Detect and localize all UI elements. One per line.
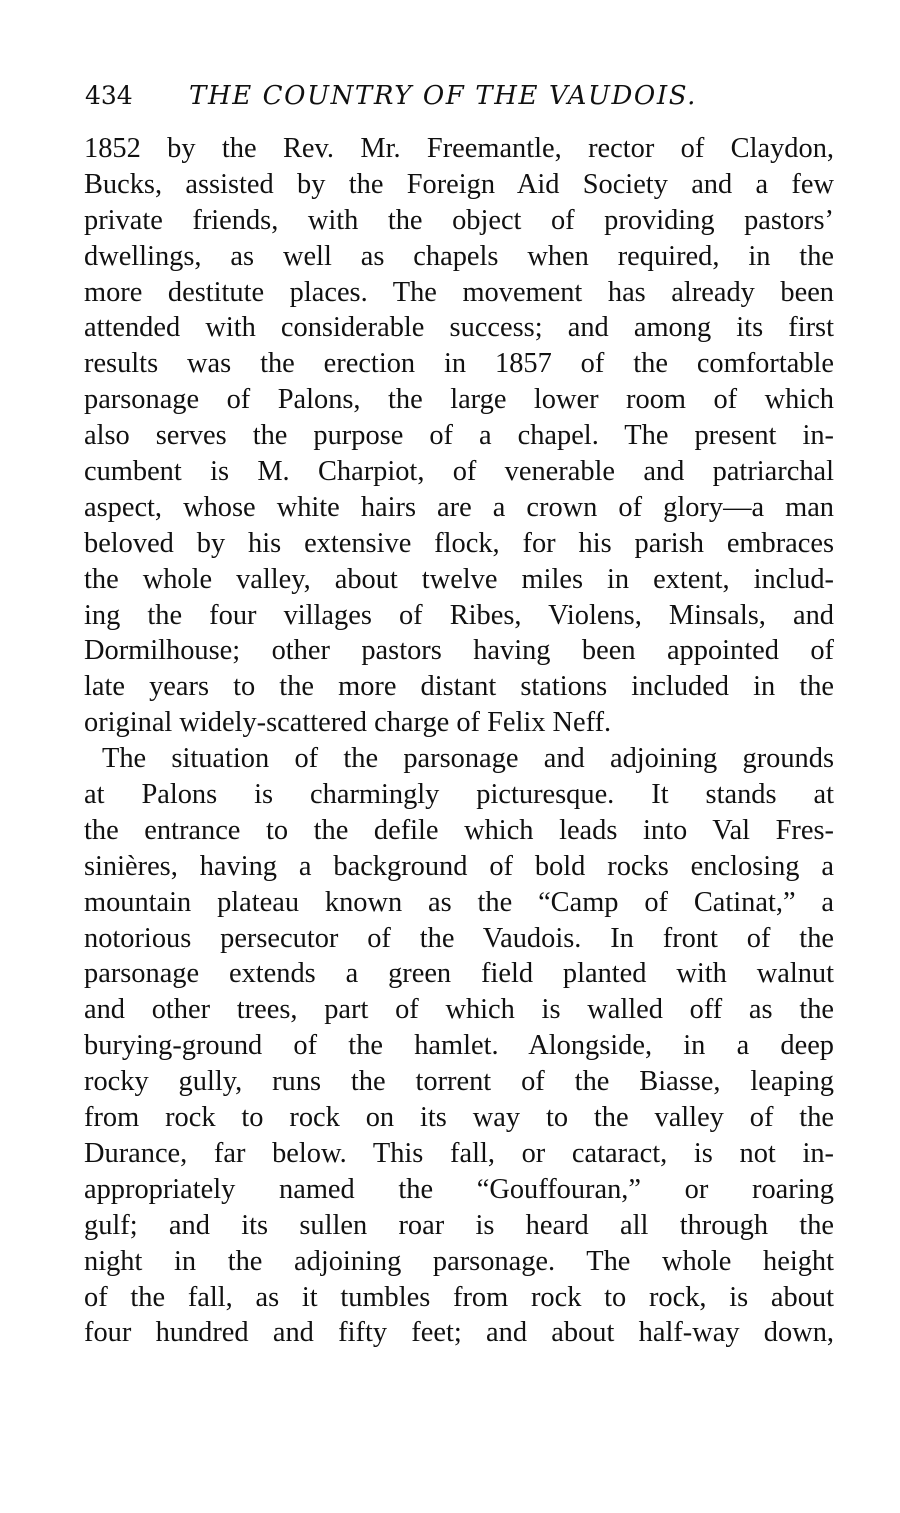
text-line: of the fall, as it tumbles from rock to rock, is about — [84, 1281, 834, 1313]
text-line: ing the four villages of Ribes, Violens, Minsals, and — [84, 599, 834, 631]
text-line: night in the adjoining parsonage. The whole height — [84, 1245, 834, 1277]
running-head — [85, 76, 845, 116]
text-line: appropriately named the “Gouffouran,” or roaring — [84, 1173, 834, 1205]
text-line: more destitute places. The movement has already been — [84, 276, 834, 308]
text-line: at Palons is charmingly picturesque. It stands at — [84, 779, 834, 811]
text-line: aspect, whose white hairs are a crown of glory—a man — [84, 491, 834, 523]
text-line: the entrance to the defile which leads into Val Fres- — [84, 814, 834, 846]
text-line: parsonage of Palons, the large lower room of which — [84, 384, 834, 416]
text-line: four hundred and fifty feet; and about half-way down, — [84, 1317, 834, 1349]
text-line: beloved by his extensive flock, for his parish embraces — [84, 527, 834, 559]
text-line: The situation of the parsonage and adjoining grounds — [102, 743, 834, 775]
text-line: dwellings, as well as chapels when required, in the — [84, 240, 834, 272]
text-line: late years to the more distant stations included in the — [84, 671, 834, 703]
text-line: Bucks, assisted by the Foreign Aid Society and a few — [84, 168, 834, 200]
text-line: cumbent is M. Charpiot, of venerable and patriarchal — [84, 456, 834, 488]
text-line: notorious persecutor of the Vaudois. In front of the — [84, 922, 834, 954]
text-line: rocky gully, runs the torrent of the Biasse, leaping — [84, 1066, 834, 1098]
text-line: burying-ground of the hamlet. Alongside, in a deep — [84, 1030, 834, 1062]
text-line: original widely-scattered charge of Felix Neff. — [84, 707, 612, 739]
text-line: Dormilhouse; other pastors having been appointed of — [84, 635, 834, 667]
text-line: results was the erection in 1857 of the comfortable — [84, 348, 834, 380]
text-line: sinières, having a background of bold rocks enclosing a — [84, 850, 834, 882]
body-text — [84, 131, 834, 1351]
text-line: gulf; and its sullen roar is heard all through the — [84, 1209, 834, 1241]
text-line: attended with considerable success; and among its first — [84, 312, 834, 344]
page-number: 434 — [85, 81, 133, 110]
text-line: private friends, with the object of providing pastors’ — [84, 204, 834, 236]
text-line: 1852 by the Rev. Mr. Freemantle, rector of Claydon, — [84, 133, 834, 164]
text-line: Durance, far below. This fall, or cataract, is not in- — [84, 1137, 834, 1169]
text-line: mountain plateau known as the “Camp of Catinat,” a — [84, 886, 834, 918]
running-title: THE COUNTRY OF THE VAUDOIS. — [189, 81, 698, 111]
paragraph-2 — [84, 741, 834, 1351]
paragraph-1 — [84, 131, 834, 741]
text-line: and other trees, part of which is walled off as the — [84, 994, 834, 1026]
text-line: also serves the purpose of a chapel. The present in- — [84, 420, 834, 452]
text-line: parsonage extends a green field planted with walnut — [84, 958, 834, 990]
text-line: the whole valley, about twelve miles in extent, includ- — [84, 563, 834, 595]
text-line: from rock to rock on its way to the valley of the — [84, 1102, 834, 1134]
